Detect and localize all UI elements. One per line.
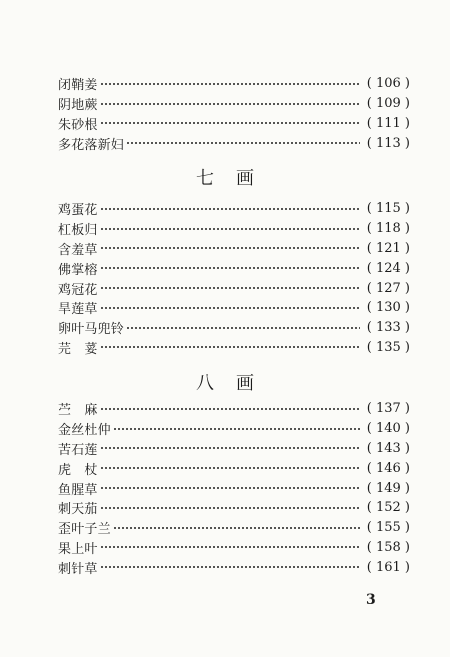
entry-page: ( 106 ): [366, 76, 410, 92]
entry-page: ( 111 ): [366, 115, 410, 131]
entry-name: 佛掌榕: [58, 262, 98, 278]
dot-leader: [126, 141, 360, 145]
dot-leader: [100, 446, 360, 450]
toc-section-seven: [58, 199, 410, 357]
entry-page: ( 135 ): [366, 339, 410, 355]
entry-name: 虎 杖: [58, 462, 98, 478]
dot-leader: [100, 227, 360, 231]
entry-name: 鱼腥草: [58, 482, 98, 498]
dot-leader: [100, 345, 360, 349]
dot-leader: [100, 286, 360, 290]
entry-page: ( 137 ): [366, 401, 410, 417]
entry-page: ( 115 ): [366, 201, 410, 217]
entry-name: 刺针草: [58, 561, 98, 577]
entry-name: 芫 荽: [58, 341, 98, 357]
dot-leader: [100, 246, 360, 250]
dot-leader: [100, 506, 360, 510]
toc-entry: [58, 258, 410, 278]
dot-leader: [100, 407, 360, 411]
entry-page: ( 152 ): [366, 500, 410, 516]
entry-page: ( 121 ): [366, 240, 410, 256]
entry-name: 苦石莲: [58, 442, 98, 458]
entry-name: 歪叶子兰: [58, 522, 111, 538]
page-number: 3: [366, 592, 376, 608]
dot-leader: [126, 326, 360, 330]
toc-entry: [58, 478, 410, 498]
toc-entry: [58, 338, 410, 358]
entry-name: 金丝杜仲: [58, 423, 111, 439]
toc-section-eight: [58, 399, 410, 577]
toc-entry: [58, 538, 410, 558]
entry-page: ( 127 ): [366, 280, 410, 296]
entry-page: ( 133 ): [366, 320, 410, 336]
entry-name: 杠板归: [58, 223, 98, 239]
dot-leader: [100, 545, 360, 549]
entry-page: ( 118 ): [366, 221, 410, 237]
dot-leader: [100, 466, 360, 470]
entry-page: ( 124 ): [366, 260, 410, 276]
entry-page: ( 161 ): [366, 559, 410, 575]
entry-page: ( 109 ): [366, 96, 410, 112]
entry-page: ( 149 ): [366, 480, 410, 496]
entry-name: 阴地蕨: [58, 98, 98, 114]
toc-entry: [58, 278, 410, 298]
dot-leader: [100, 565, 360, 569]
entry-page: ( 146 ): [366, 460, 410, 476]
toc-entry: [58, 458, 410, 478]
entry-name: 苎 麻: [58, 403, 98, 419]
entry-page: ( 155 ): [366, 520, 410, 536]
dot-leader: [100, 486, 360, 490]
section-heading-seven: 七画: [196, 168, 276, 189]
toc-entry: [58, 219, 410, 239]
entry-name: 鸡冠花: [58, 282, 98, 298]
toc-entry: [58, 74, 410, 94]
toc-entry: [58, 419, 410, 439]
toc-entry: [58, 94, 410, 114]
entry-name: 朱砂根: [58, 117, 98, 133]
toc-entry: [58, 318, 410, 338]
dot-leader: [100, 266, 360, 270]
entry-page: ( 143 ): [366, 440, 410, 456]
section-heading-eight: 八画: [196, 373, 276, 394]
entry-page: ( 130 ): [366, 300, 410, 316]
dot-leader: [100, 207, 360, 211]
entry-name: 闭鞘姜: [58, 78, 98, 94]
dot-leader: [113, 526, 360, 530]
entry-name: 鸡蛋花: [58, 203, 98, 219]
toc-entry: [58, 399, 410, 419]
toc-entry: [58, 199, 410, 219]
entry-name: 果上叶: [58, 541, 98, 557]
dot-leader: [100, 121, 360, 125]
entry-name: 旱莲草: [58, 302, 98, 318]
toc-entry: [58, 239, 410, 259]
entry-name: 含羞草: [58, 242, 98, 258]
dot-leader: [100, 102, 360, 106]
toc-entry: [58, 498, 410, 518]
entry-name: 多花落新妇: [58, 137, 125, 153]
toc-entry: [58, 439, 410, 459]
entry-page: ( 140 ): [366, 421, 410, 437]
dot-leader: [100, 82, 360, 86]
entry-page: ( 158 ): [366, 539, 410, 555]
dot-leader: [100, 306, 360, 310]
toc-section-continued: [58, 74, 410, 153]
entry-name: 卵叶马兜铃: [58, 322, 125, 338]
toc-entry: [58, 133, 410, 153]
toc-entry: [58, 518, 410, 538]
toc-entry: [58, 557, 410, 577]
entry-page: ( 113 ): [366, 135, 410, 151]
toc-entry: [58, 298, 410, 318]
entry-name: 刺天茄: [58, 502, 98, 518]
toc-entry: [58, 114, 410, 134]
dot-leader: [113, 427, 360, 431]
